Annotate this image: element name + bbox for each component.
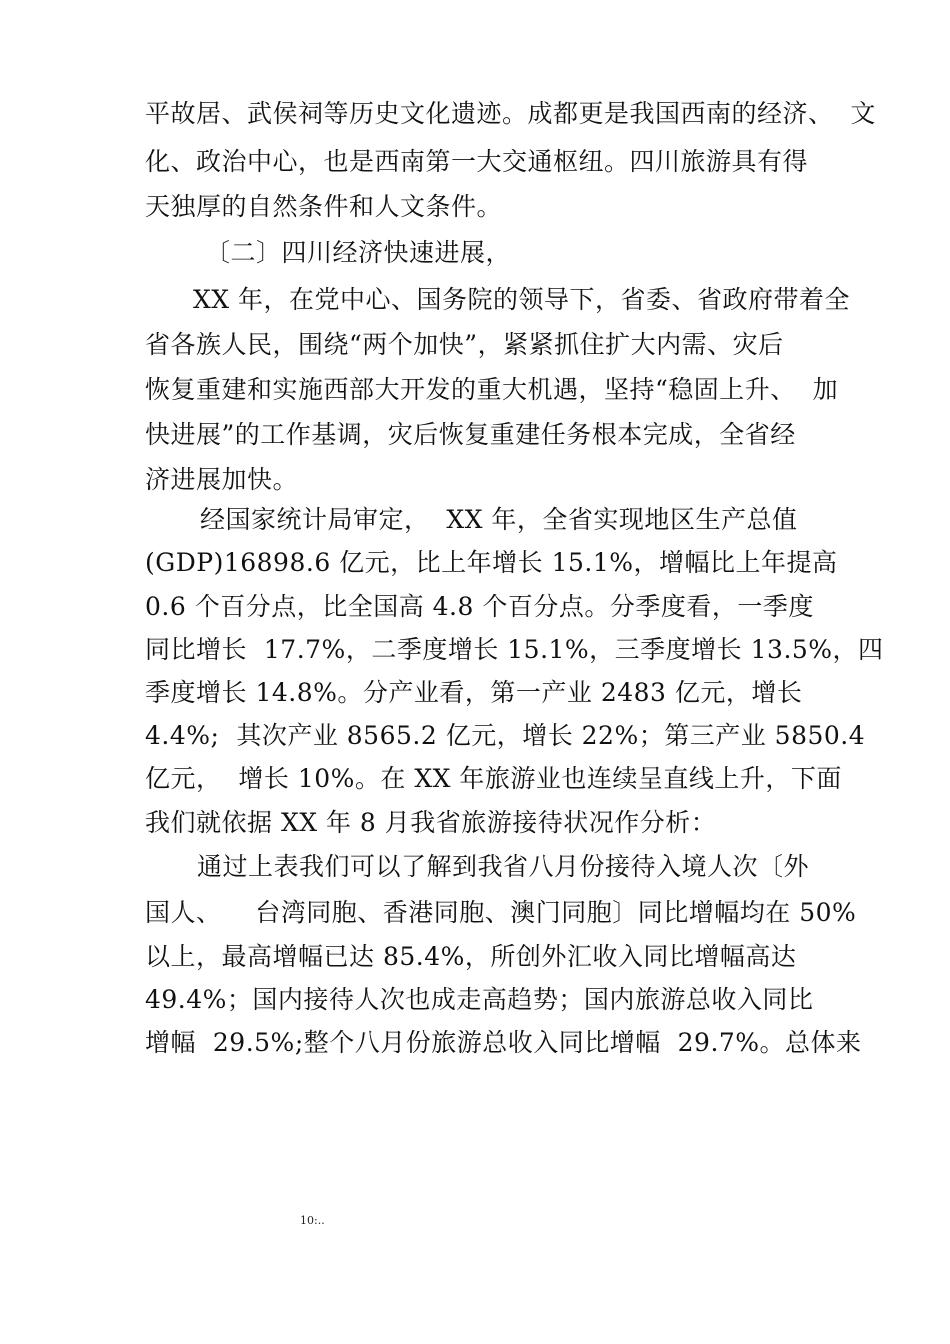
paragraph-line: 4.4%; 其次产业 8565.2 亿元，增长 22%；第三产业 5850.4 — [145, 721, 866, 750]
paragraph-line: 0.6 个百分点，比全国高 4.8 个百分点。分季度看，一季度 — [145, 592, 814, 621]
paragraph-line: 季度增长 14.8%。分产业看，第一产业 2483 亿元，增长 — [145, 678, 803, 707]
paragraph-line: 省各族人民，围绕“两个加快”，紧紧抓住扩大内需、灾后 — [145, 330, 784, 359]
paragraph-line: 增幅 29.5%;整个八月份旅游总收入同比增幅 29.7%。总体来 — [145, 1028, 862, 1057]
paragraph-line: 快进展”的工作基调，灾后恢复重建任务根本完成，全省经 — [145, 420, 796, 449]
paragraph-line: 49.4%；国内接待人次也成走高趋势；国内旅游总收入同比 — [145, 985, 814, 1014]
paragraph-line: 我们就依据 XX 年 8 月我省旅游接待状况作分析： — [145, 808, 717, 837]
paragraph-line: (GDP)16898.6 亿元，比上年增长 15.1%，增幅比上年提高 — [145, 548, 838, 577]
page-footer: 10:.. — [300, 1214, 325, 1227]
paragraph-line: 经国家统计局审定， XX 年，全省实现地区生产总值 — [200, 505, 798, 534]
paragraph-line: 天独厚的自然条件和人文条件。 — [145, 192, 503, 221]
section-heading: 〔二〕四川经济快速进展， — [205, 238, 512, 267]
paragraph-line: 恢复重建和实施西部大开发的重大机遇，坚持“稳固上升、 加 — [145, 375, 839, 404]
paragraph-line: 通过上表我们可以了解到我省八月份接待入境人次〔外 — [197, 852, 810, 881]
paragraph-line: 化、政治中心，也是西南第一大交通枢纽。四川旅游具有得 — [145, 147, 809, 176]
paragraph-line: XX 年，在党中心、国务院的领导下，省委、省政府带着全 — [193, 285, 851, 314]
paragraph-line: 国人、 台湾同胞、香港同胞、澳门同胞〕同比增幅均在 50% — [145, 898, 857, 927]
paragraph-line: 亿元， 增长 10%。在 XX 年旅游业也连续呈直线上升，下面 — [145, 764, 842, 793]
paragraph-line: 平故居、武侯祠等历史文化遗迹。成都更是我国西南的经济、 文 — [145, 99, 876, 128]
paragraph-line: 以上，最高增幅已达 85.4%，所创外汇收入同比增幅高达 — [145, 942, 797, 971]
paragraph-line: 同比增长 17.7%，二季度增长 15.1%，三季度增长 13.5%，四 — [145, 635, 884, 664]
paragraph-line: 济进展加快。 — [145, 465, 299, 494]
